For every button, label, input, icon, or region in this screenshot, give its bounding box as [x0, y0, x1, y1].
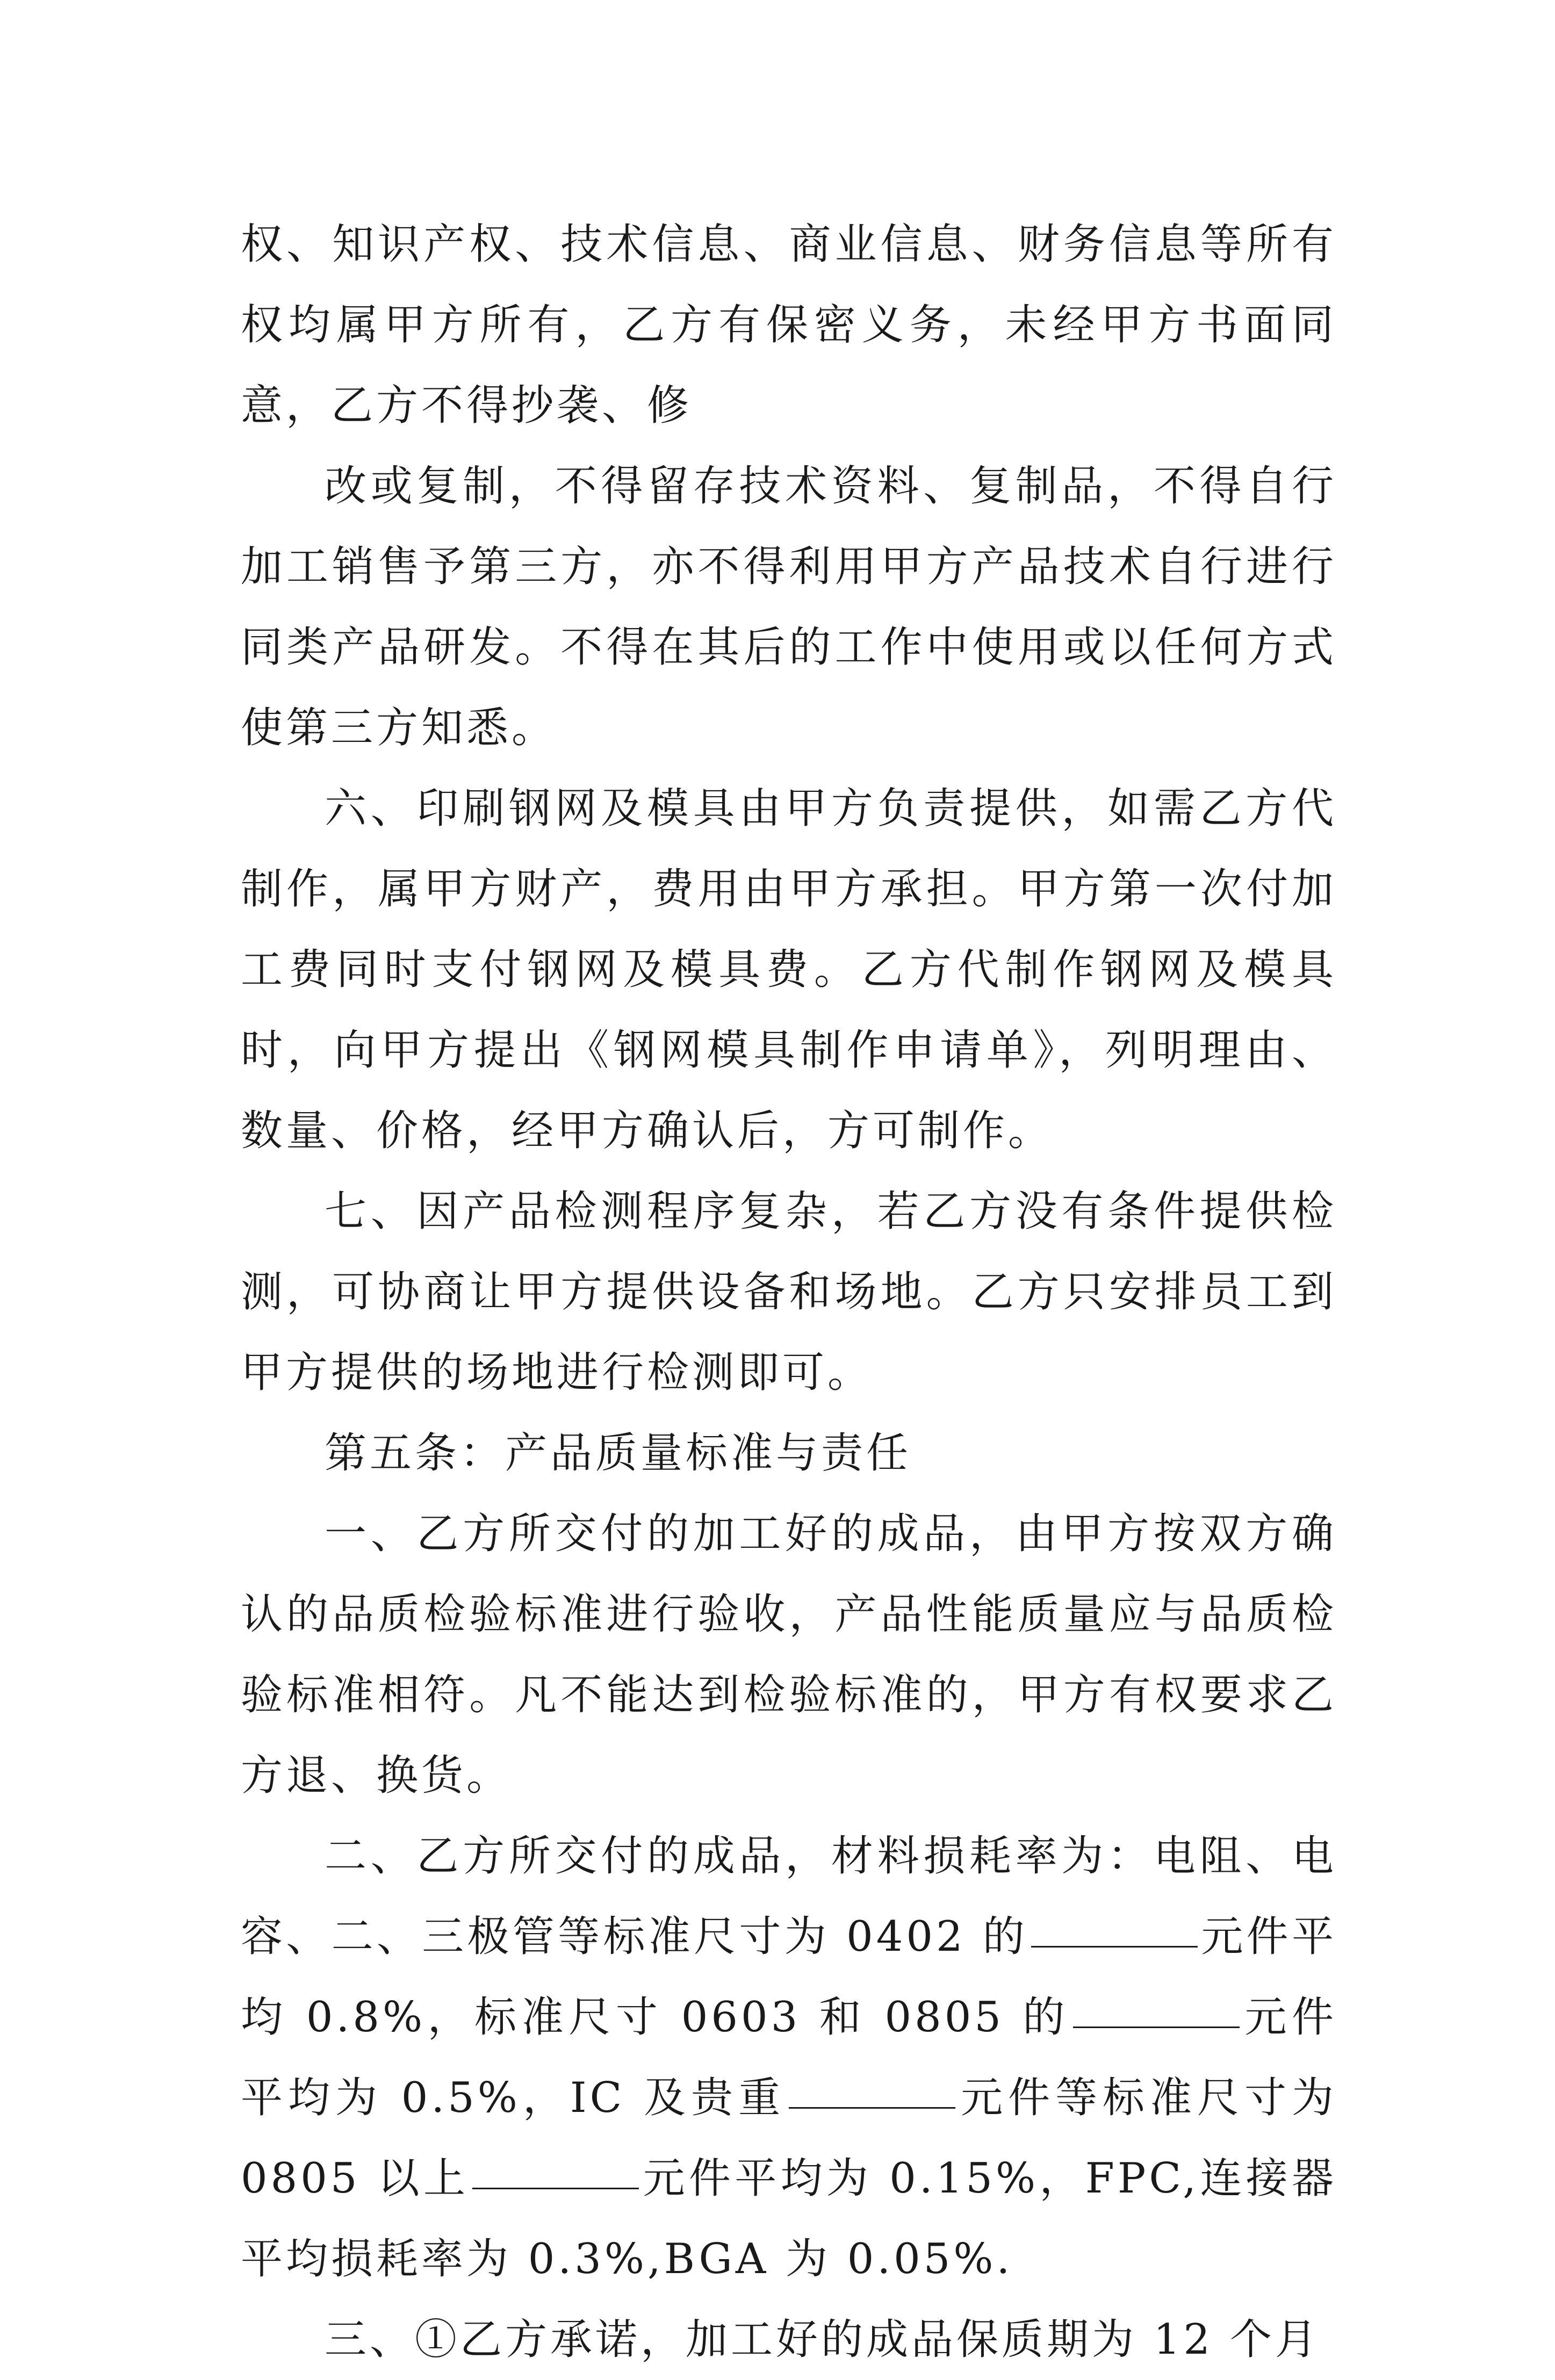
fill-in-blank [1073, 2026, 1240, 2028]
paragraph-quality-acceptance [241, 1494, 1337, 1816]
paragraph-text-part: 二、乙方所交付的成品，材料损耗率为：电阻、电容、二、三极管等标准尺寸为 0402 的 [241, 1832, 1337, 1961]
paragraph-text: 七、因产品检测程序复杂，若乙方没有条件提供检测，可协商让甲方提供设备和场地。乙方只安排员工到甲方提供的场地进行检测即可。 [241, 1187, 1337, 1397]
paragraph-text: 一、乙方所交付的加工好的成品，由甲方按双方确认的品质检验标准进行验收，产品性能质量应与品质检验标准相符。凡不能达到检验标准的，甲方有权要求乙方退、换货。 [241, 1510, 1337, 1800]
paragraph-warranty [241, 2299, 1337, 2380]
paragraph-text: 权、知识产权、技术信息、商业信息、财务信息等所有权均属甲方所有，乙方有保密义务，未经甲方书面同意，乙方不得抄袭、修 [241, 220, 1337, 430]
paragraph-material-loss-rate [241, 1816, 1337, 2299]
fill-in-blank [1031, 1945, 1198, 1948]
paragraph-text: 三、①乙方承诺，加工好的成品保质期为 12 个月 [325, 2316, 1320, 2364]
paragraph-text-part: 元件平均 0.8%，标准尺寸 0603 和 0805 的 [241, 1913, 1337, 2042]
paragraph-text-part: 元件平均为 0.5%，IC 及贵重 [241, 1993, 1337, 2122]
section-heading-article-5 [241, 1413, 1337, 1494]
paragraph-text: 改或复制，不得留存技术资料、复制品，不得自行加工销售予第三方，亦不得利用甲方产品技术自行进行同类产品研发。不得在其后的工作中使用或以任何方式使第三方知悉。 [241, 462, 1337, 752]
document-body [241, 204, 1337, 2380]
fill-in-blank [789, 2107, 955, 2109]
paragraph-text-part: 元件平均为 0.15%，FPC,连接器平均损耗率为 0.3%,BGA 为 0.05%. [241, 2154, 1337, 2283]
paragraph-testing [241, 1171, 1337, 1413]
paragraph-text: 六、印刷钢网及模具由甲方负责提供，如需乙方代制作，属甲方财产，费用由甲方承担。甲方第一次付加工费同时支付钢网及模具费。乙方代制作钢网及模具时，向甲方提出《钢网模具制作申请单》，列明理由、数量、价格，经甲方确认后，方可制作。 [241, 784, 1337, 1155]
paragraph-text-part: 元件等标准尺寸为 0805 以上 [241, 2074, 1337, 2203]
section-heading-text: 第五条：产品质量标准与责任 [325, 1429, 912, 1477]
paragraph-confidentiality-start [241, 204, 1337, 446]
paragraph-stencil-molds [241, 768, 1337, 1171]
paragraph-confidentiality-continued [241, 446, 1337, 768]
fill-in-blank [472, 2187, 639, 2189]
